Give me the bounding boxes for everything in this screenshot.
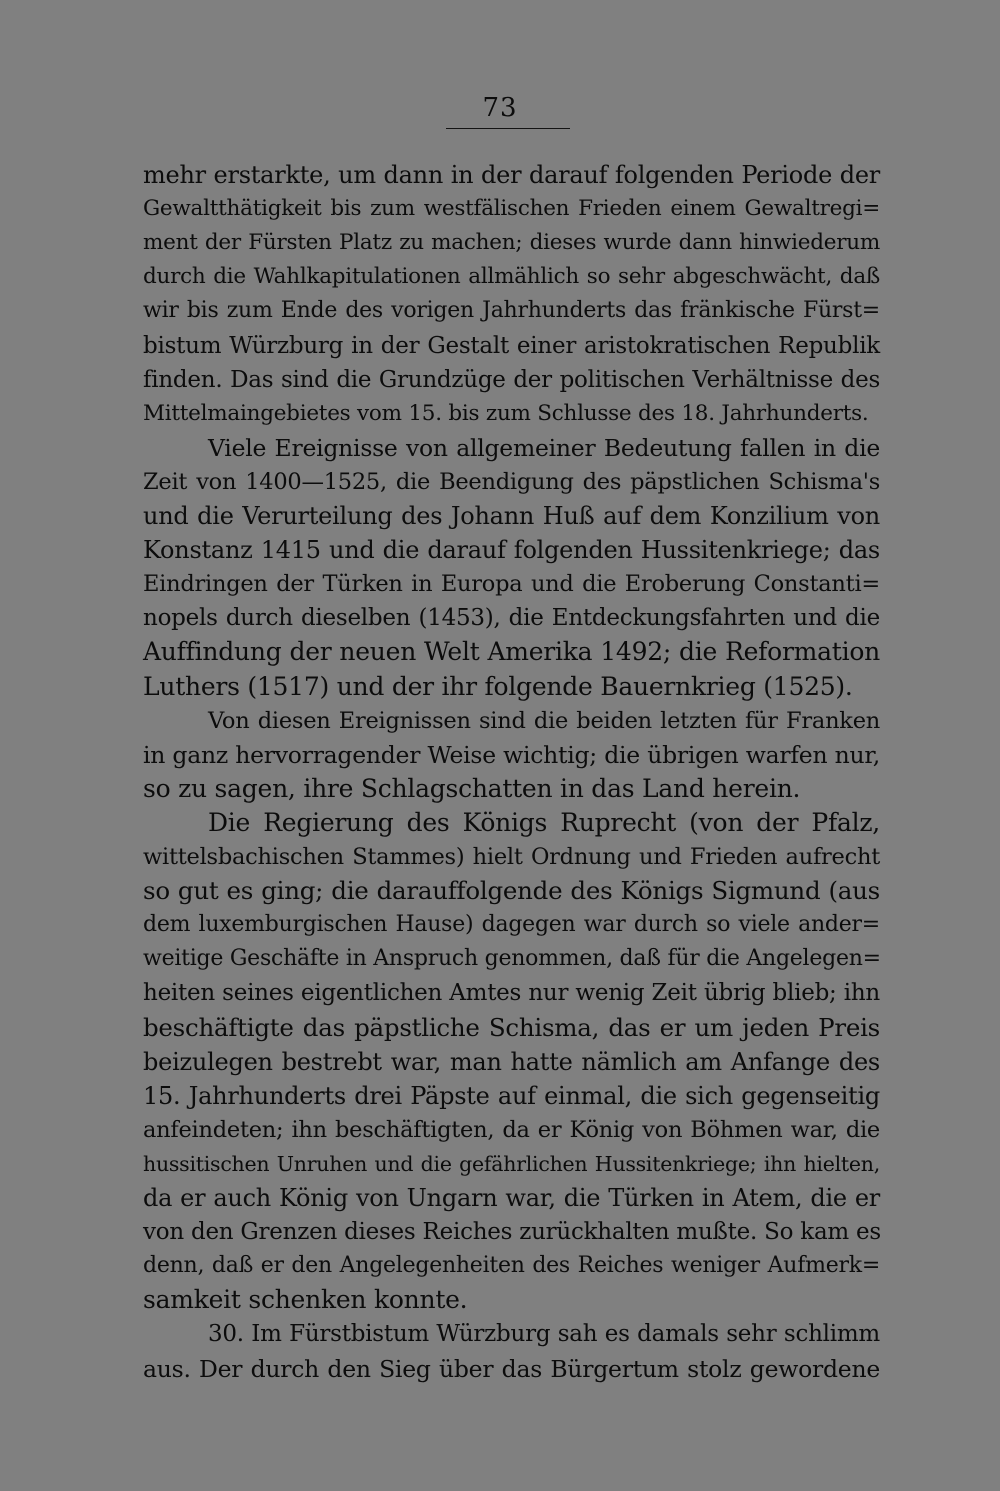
text-line: da er auch König von Ungarn war, die Türken in Atem, die er	[143, 1184, 880, 1212]
text-line: anfeindeten; ihn beschäftigten, da er König von Böhmen war, die	[143, 1116, 880, 1143]
text-line: so gut es ging; die darauffolgende des Königs Sigmund (aus	[143, 876, 880, 906]
text-line: durch die Wahlkapitulationen allmählich so sehr abgeschwächt, daß	[143, 264, 880, 290]
text-line: nopels durch dieselben (1453), die Entdeckungsfahrten und die	[143, 605, 880, 632]
text-line: Zeit von 1400—1525, die Beendigung des päpstlichen Schisma's	[143, 468, 880, 495]
text-line: Konstanz 1415 und die darauf folgenden Hussitenkriege; das	[143, 536, 880, 565]
text-line: beschäftigte das päpstliche Schisma, das er um jeden Preis	[143, 1012, 880, 1042]
text-line: Luthers (1517) und der ihr folgende Bauernkrieg (1525).	[143, 671, 853, 701]
text-line: beizulegen bestrebt war, man hatte nämlich am Anfange des	[143, 1047, 880, 1076]
text-line: samkeit schenken konnte.	[143, 1285, 468, 1315]
text-line: ment der Fürsten Platz zu machen; dieses wurde dann hinwiederum	[143, 230, 880, 256]
text-line: Eindringen der Türken in Europa und die Eroberung Constanti=	[143, 571, 880, 598]
text-line: 15. Jahrhunderts drei Päpste auf einmal, die sich gegenseitig	[143, 1081, 880, 1110]
text-line: so zu sagen, ihre Schlagschatten in das Land herein.	[143, 773, 801, 803]
text-line: in ganz hervorragender Weise wichtig; die übrigen warfen nur,	[143, 740, 880, 769]
text-line: weitige Geschäfte in Anspruch genommen, daß für die Angelegen=	[143, 946, 881, 972]
text-line: und die Verurteilung des Johann Huß auf dem Konzilium von	[143, 502, 880, 530]
text-line: hussitischen Unruhen und die gefährlichen Hussitenkriege; ihn hielten,	[143, 1151, 880, 1176]
page-number: 73	[482, 93, 518, 123]
text-line: von den Grenzen dieses Reiches zurückhalten mußte. So kam es	[143, 1219, 881, 1246]
text-line: Auffindung der neuen Welt Amerika 1492; die Reformation	[143, 637, 880, 667]
text-line: wir bis zum Ende des vorigen Jahrhunderts das fränkische Fürst=	[143, 298, 880, 324]
text-line: denn, daß er den Angelegenheiten des Reiches weniger Aufmerk=	[143, 1253, 880, 1279]
text-line: 30. Im Fürstbistum Würzburg sah es damals sehr schlimm	[208, 1321, 880, 1348]
text-line: aus. Der durch den Sieg über das Bürgertum stolz gewordene	[143, 1354, 880, 1383]
text-line: bistum Würzburg in der Gestalt einer aristokratischen Republik	[143, 332, 880, 359]
text-line: Die Regierung des Königs Ruprecht (von der Pfalz,	[208, 807, 880, 837]
text-line: mehr erstarkte, um dann in der darauf folgenden Periode der	[143, 161, 880, 189]
text-line: finden. Das sind die Grundzüge der politischen Verhältnisse des	[143, 366, 880, 393]
text-line: wittelsbachischen Stammes) hielt Ordnung und Frieden aufrecht	[143, 844, 880, 870]
page-number-rule	[446, 128, 570, 129]
text-line: dem luxemburgischen Hause) dagegen war durch so viele ander=	[143, 912, 880, 938]
text-line: Viele Ereignisse von allgemeiner Bedeutung fallen in die	[208, 433, 880, 462]
text-line: Mittelmaingebietes vom 15. bis zum Schlusse des 18. Jahrhunderts.	[143, 400, 869, 426]
text-line: Gewaltthätigkeit bis zum westfälischen Frieden einem Gewaltregi=	[143, 196, 880, 222]
text-line: heiten seines eigentlichen Amtes nur wenig Zeit übrig blieb; ihn	[143, 980, 880, 1007]
text-line: Von diesen Ereignissen sind die beiden letzten für Franken	[208, 707, 880, 734]
